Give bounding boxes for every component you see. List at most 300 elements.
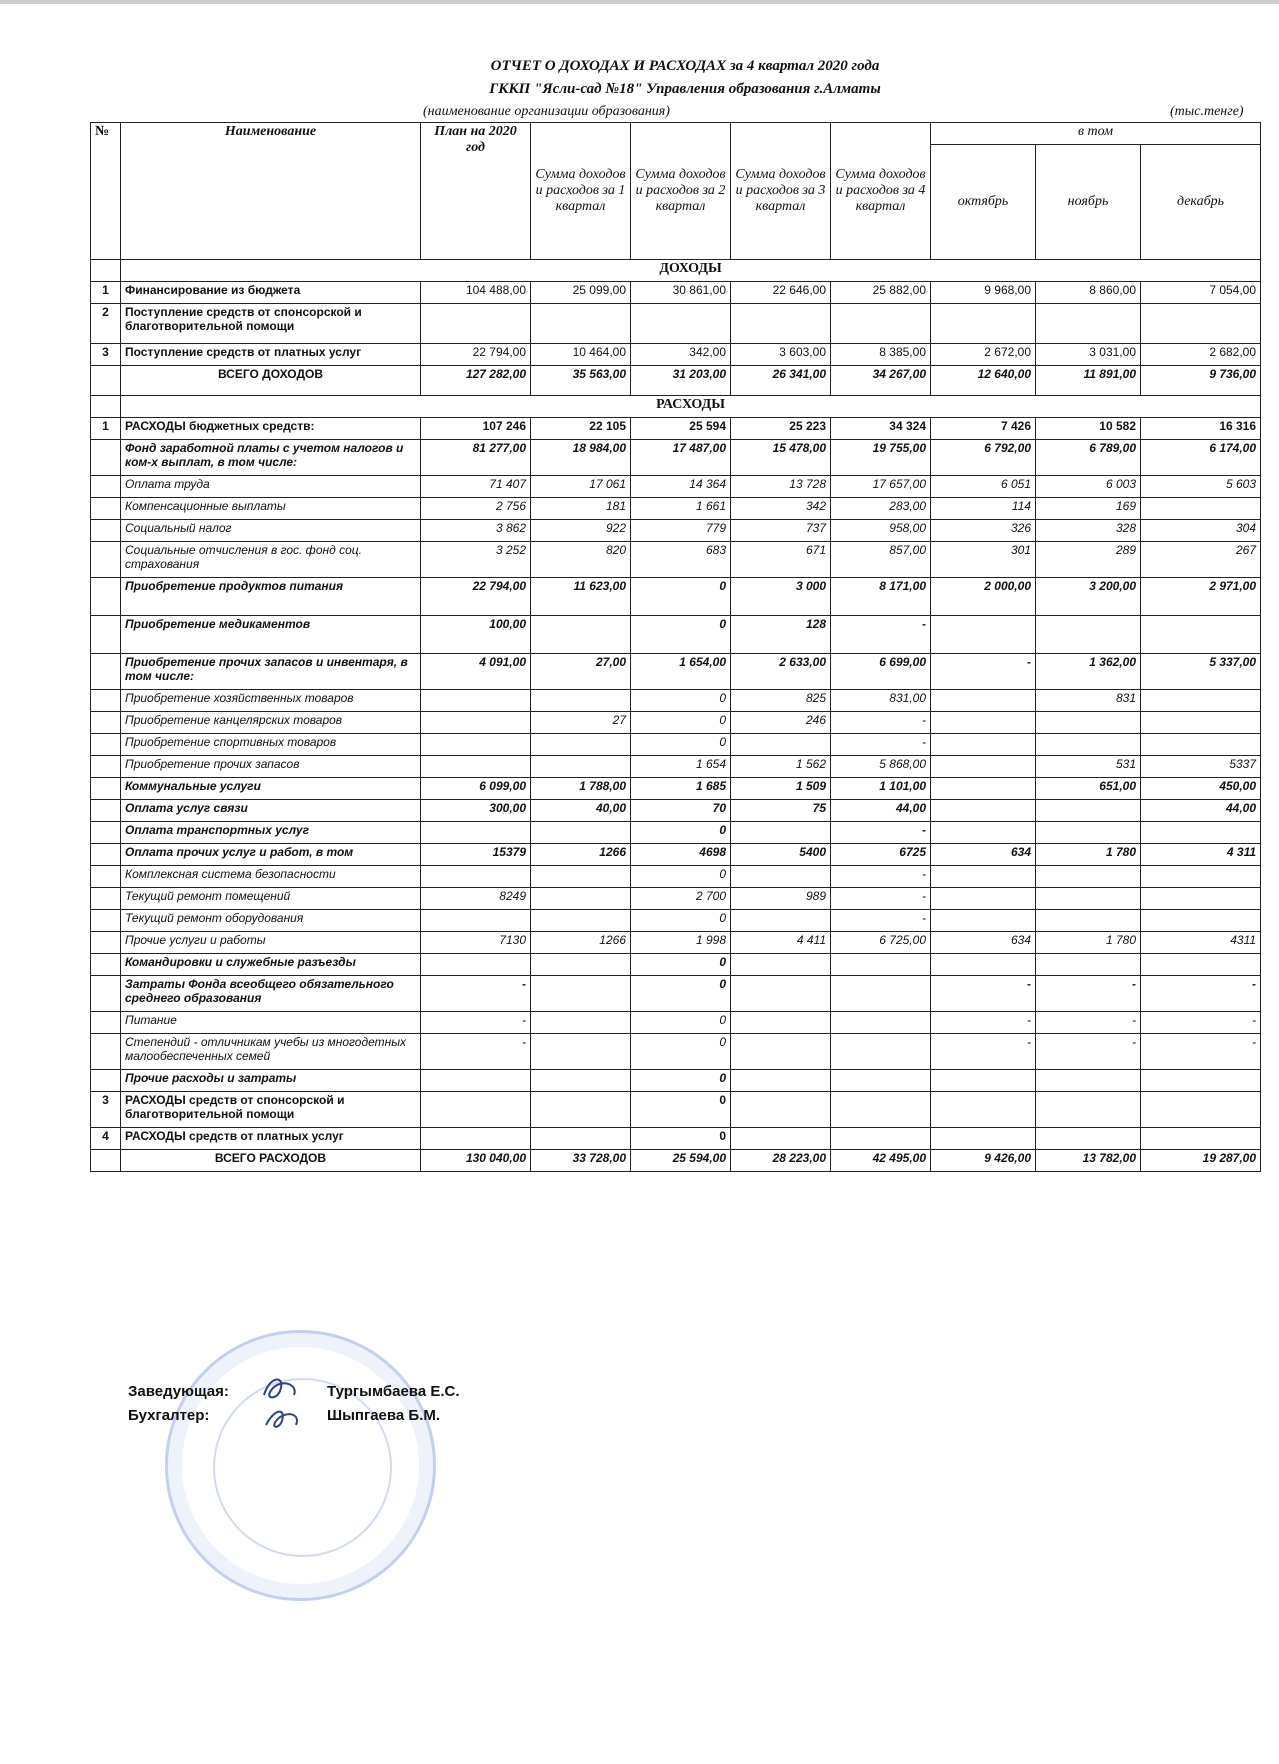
cell-oct: - <box>931 1012 1036 1034</box>
cell-dec <box>1141 866 1261 888</box>
row-name: Приобретение медикаментов <box>121 616 421 654</box>
cell-q4: - <box>831 888 931 910</box>
cell-q4: 6 699,00 <box>831 654 931 690</box>
cell-q2: 0 <box>631 822 731 844</box>
row-name: Оплата транспортных услуг <box>121 822 421 844</box>
row-name: Прочие услуги и работы <box>121 932 421 954</box>
cell-q3: 3 000 <box>731 578 831 616</box>
table-row <box>91 1150 1261 1172</box>
report-table <box>90 122 1261 1172</box>
col-name-header: Наименование <box>121 123 421 260</box>
cell-nov: 3 200,00 <box>1036 578 1141 616</box>
row-name: Коммунальные услуги <box>121 778 421 800</box>
income-section-title: ДОХОДЫ <box>121 260 1261 282</box>
cell-q4 <box>831 1128 931 1150</box>
table-row <box>91 1128 1261 1150</box>
cell-plan: 107 246 <box>421 418 531 440</box>
table-row <box>91 756 1261 778</box>
row-number <box>91 866 121 888</box>
row-number <box>91 1034 121 1070</box>
row-number <box>91 932 121 954</box>
cell-q1 <box>531 1092 631 1128</box>
cell-nov <box>1036 734 1141 756</box>
cell-q3: 15 478,00 <box>731 440 831 476</box>
cell-q1 <box>531 734 631 756</box>
cell-q4 <box>831 304 931 344</box>
table-row <box>91 888 1261 910</box>
cell-q2: 4698 <box>631 844 731 866</box>
cell-nov: 6 003 <box>1036 476 1141 498</box>
cell-q2: 0 <box>631 578 731 616</box>
units-caption: (тыс.тенге) <box>1170 104 1244 119</box>
expense-section-title: РАСХОДЫ <box>121 396 1261 418</box>
table-row <box>91 954 1261 976</box>
cell-q1 <box>531 1034 631 1070</box>
col-q1-header: Сумма доходов и расходов за 1 квартал <box>531 123 631 260</box>
cell-oct <box>931 1128 1036 1150</box>
cell-nov <box>1036 1070 1141 1092</box>
cell-oct: 2 000,00 <box>931 578 1036 616</box>
cell-q3: 3 603,00 <box>731 344 831 366</box>
cell-oct: 2 672,00 <box>931 344 1036 366</box>
cell-plan: 3 862 <box>421 520 531 542</box>
cell-q1: 181 <box>531 498 631 520</box>
cell-q2: 0 <box>631 734 731 756</box>
row-number <box>91 712 121 734</box>
table-row <box>91 822 1261 844</box>
cell-q2: 25 594 <box>631 418 731 440</box>
cell-nov <box>1036 304 1141 344</box>
cell-q1 <box>531 1128 631 1150</box>
cell-oct <box>931 910 1036 932</box>
cell-plan: 104 488,00 <box>421 282 531 304</box>
cell-q1 <box>531 616 631 654</box>
cell-dec: 267 <box>1141 542 1261 578</box>
cell-oct <box>931 822 1036 844</box>
col-oct-header: октябрь <box>931 145 1036 260</box>
cell-dec: 9 736,00 <box>1141 366 1261 396</box>
cell-q3: 246 <box>731 712 831 734</box>
table-row <box>91 542 1261 578</box>
cell-q1: 1266 <box>531 844 631 866</box>
row-number <box>91 778 121 800</box>
table-row <box>91 418 1261 440</box>
cell-nov: 6 789,00 <box>1036 440 1141 476</box>
cell-q3: 22 646,00 <box>731 282 831 304</box>
table-row <box>91 1012 1261 1034</box>
col-nov-header: ноябрь <box>1036 145 1141 260</box>
row-number: 2 <box>91 304 121 344</box>
cell-nov <box>1036 888 1141 910</box>
cell-q1: 10 464,00 <box>531 344 631 366</box>
cell-plan: 300,00 <box>421 800 531 822</box>
cell-q4: - <box>831 910 931 932</box>
cell-dec <box>1141 304 1261 344</box>
row-name: Социальные отчисления в гос. фонд соц. страхования <box>121 542 421 578</box>
head-role-label: Заведующая: <box>128 1383 229 1400</box>
cell-q3 <box>731 1070 831 1092</box>
cell-plan <box>421 1070 531 1092</box>
row-name: Оплата прочих услуг и работ, в том <box>121 844 421 866</box>
row-name: Приобретение продуктов питания <box>121 578 421 616</box>
row-name: РАСХОДЫ средств от платных услуг <box>121 1128 421 1150</box>
cell-q3: 4 411 <box>731 932 831 954</box>
cell-q4: - <box>831 822 931 844</box>
cell-q1: 18 984,00 <box>531 440 631 476</box>
cell-q4: 34 324 <box>831 418 931 440</box>
cell-q1 <box>531 690 631 712</box>
cell-q2: 0 <box>631 690 731 712</box>
table-row <box>91 344 1261 366</box>
cell-nov: 531 <box>1036 756 1141 778</box>
cell-q3: 13 728 <box>731 476 831 498</box>
cell-plan <box>421 1092 531 1128</box>
row-name: Комплексная система безопасности <box>121 866 421 888</box>
cell-q1: 17 061 <box>531 476 631 498</box>
cell-nov: 13 782,00 <box>1036 1150 1141 1172</box>
cell-plan <box>421 734 531 756</box>
cell-plan: - <box>421 976 531 1012</box>
cell-plan: 100,00 <box>421 616 531 654</box>
row-name: Приобретение прочих запасов и инвентаря, в том числе: <box>121 654 421 690</box>
cell-q2: 17 487,00 <box>631 440 731 476</box>
table-row <box>91 654 1261 690</box>
cell-oct: 12 640,00 <box>931 366 1036 396</box>
cell-oct <box>931 778 1036 800</box>
cell-nov <box>1036 1092 1141 1128</box>
cell-nov: 3 031,00 <box>1036 344 1141 366</box>
table-row <box>91 498 1261 520</box>
row-number <box>91 888 121 910</box>
cell-oct <box>931 690 1036 712</box>
cell-dec <box>1141 616 1261 654</box>
cell-plan <box>421 822 531 844</box>
cell-nov: 1 780 <box>1036 932 1141 954</box>
cell-q3 <box>731 1034 831 1070</box>
row-name: Компенсационные выплаты <box>121 498 421 520</box>
cell-dec <box>1141 690 1261 712</box>
cell-q2: 683 <box>631 542 731 578</box>
cell-oct: 7 426 <box>931 418 1036 440</box>
row-name: РАСХОДЫ бюджетных средств: <box>121 418 421 440</box>
table-row <box>91 1070 1261 1092</box>
cell-q4: 283,00 <box>831 498 931 520</box>
cell-q3: 75 <box>731 800 831 822</box>
row-number <box>91 476 121 498</box>
cell-q2: 342,00 <box>631 344 731 366</box>
cell-q3: 5400 <box>731 844 831 866</box>
table-row <box>91 440 1261 476</box>
cell-nov: - <box>1036 1012 1141 1034</box>
row-number <box>91 440 121 476</box>
cell-q2: 0 <box>631 954 731 976</box>
cell-q2: 1 654,00 <box>631 654 731 690</box>
cell-q3: 671 <box>731 542 831 578</box>
cell-nov <box>1036 822 1141 844</box>
cell-q3 <box>731 822 831 844</box>
cell-q2: 0 <box>631 866 731 888</box>
cell-dec: 450,00 <box>1141 778 1261 800</box>
cell-dec: 16 316 <box>1141 418 1261 440</box>
table-row <box>91 910 1261 932</box>
cell-plan: 71 407 <box>421 476 531 498</box>
cell-plan: 81 277,00 <box>421 440 531 476</box>
cell-oct <box>931 1092 1036 1128</box>
cell-dec <box>1141 1092 1261 1128</box>
cell-nov <box>1036 1128 1141 1150</box>
cell-oct: 634 <box>931 844 1036 866</box>
cell-oct <box>931 304 1036 344</box>
cell-q2: 1 685 <box>631 778 731 800</box>
cell-q4 <box>831 1070 931 1092</box>
cell-dec: 2 682,00 <box>1141 344 1261 366</box>
cell-nov: 289 <box>1036 542 1141 578</box>
row-number <box>91 844 121 866</box>
cell-oct <box>931 800 1036 822</box>
cell-q4 <box>831 1092 931 1128</box>
row-name: Оплата услуг связи <box>121 800 421 822</box>
report-title: ОТЧЕТ О ДОХОДАХ И РАСХОДАХ за 4 квартал 2020 года <box>490 58 880 74</box>
head-name: Тургымбаева Е.С. <box>327 1383 460 1400</box>
cell-q2 <box>631 304 731 344</box>
cell-oct <box>931 866 1036 888</box>
cell-nov: 651,00 <box>1036 778 1141 800</box>
cell-q2: 30 861,00 <box>631 282 731 304</box>
cell-q3: 342 <box>731 498 831 520</box>
cell-q2: 1 661 <box>631 498 731 520</box>
cell-q1: 27 <box>531 712 631 734</box>
cell-plan <box>421 1128 531 1150</box>
table-row <box>91 520 1261 542</box>
accountant-name: Шыпгаева Б.М. <box>327 1407 441 1424</box>
table-row <box>91 976 1261 1012</box>
row-name: Фонд заработной платы с учетом налогов и ком-х выплат, в том числе: <box>121 440 421 476</box>
col-q4-header: Сумма доходов и расходов за 4 квартал <box>831 123 931 260</box>
table-row <box>91 304 1261 344</box>
cell-dec: - <box>1141 976 1261 1012</box>
table-row <box>91 800 1261 822</box>
accountant-role-label: Бухгалтер: <box>128 1407 210 1424</box>
cell-dec: 5 603 <box>1141 476 1261 498</box>
cell-oct <box>931 954 1036 976</box>
cell-nov: 169 <box>1036 498 1141 520</box>
col-num-header: № <box>91 123 121 260</box>
cell-nov: 11 891,00 <box>1036 366 1141 396</box>
cell-q2: 0 <box>631 1012 731 1034</box>
cell-nov: - <box>1036 1034 1141 1070</box>
cell-q2: 0 <box>631 910 731 932</box>
cell-q1 <box>531 304 631 344</box>
row-number <box>91 578 121 616</box>
row-number <box>91 542 121 578</box>
cell-plan: 130 040,00 <box>421 1150 531 1172</box>
cell-q2: 2 700 <box>631 888 731 910</box>
cell-q2: 0 <box>631 976 731 1012</box>
cell-nov <box>1036 910 1141 932</box>
cell-q1 <box>531 866 631 888</box>
cell-q2: 779 <box>631 520 731 542</box>
cell-oct: - <box>931 976 1036 1012</box>
cell-q4: 831,00 <box>831 690 931 712</box>
cell-q1: 1 788,00 <box>531 778 631 800</box>
cell-oct <box>931 616 1036 654</box>
cell-q2: 70 <box>631 800 731 822</box>
row-number <box>91 1070 121 1092</box>
cell-q1: 922 <box>531 520 631 542</box>
row-name: Приобретение канцелярских товаров <box>121 712 421 734</box>
cell-oct <box>931 712 1036 734</box>
cell-q1: 11 623,00 <box>531 578 631 616</box>
row-number: 3 <box>91 344 121 366</box>
cell-q3 <box>731 866 831 888</box>
col-plan-header: План на 2020 год <box>421 123 531 260</box>
cell-oct: 6 792,00 <box>931 440 1036 476</box>
row-number: 1 <box>91 282 121 304</box>
cell-q3: 825 <box>731 690 831 712</box>
cell-plan <box>421 866 531 888</box>
cell-dec <box>1141 1070 1261 1092</box>
cell-q4: - <box>831 866 931 888</box>
cell-q3: 1 509 <box>731 778 831 800</box>
row-number <box>91 910 121 932</box>
cell-q2: 14 364 <box>631 476 731 498</box>
table-row <box>91 1092 1261 1128</box>
cell-q4 <box>831 976 931 1012</box>
cell-q3: 25 223 <box>731 418 831 440</box>
cell-nov <box>1036 616 1141 654</box>
row-number: 4 <box>91 1128 121 1150</box>
cell-q1 <box>531 1012 631 1034</box>
cell-q1: 820 <box>531 542 631 578</box>
cell-q2: 1 654 <box>631 756 731 778</box>
cell-dec: 6 174,00 <box>1141 440 1261 476</box>
cell-q2: 0 <box>631 1092 731 1128</box>
cell-q4: 34 267,00 <box>831 366 931 396</box>
cell-q2: 0 <box>631 1128 731 1150</box>
cell-q4: 8 385,00 <box>831 344 931 366</box>
cell-oct <box>931 734 1036 756</box>
row-name: Поступление средств от платных услуг <box>121 344 421 366</box>
cell-nov: 1 362,00 <box>1036 654 1141 690</box>
cell-nov: 1 780 <box>1036 844 1141 866</box>
cell-q1 <box>531 888 631 910</box>
row-name: ВСЕГО ДОХОДОВ <box>121 366 421 396</box>
cell-q1 <box>531 756 631 778</box>
cell-q3 <box>731 734 831 756</box>
cell-q2: 25 594,00 <box>631 1150 731 1172</box>
table-row <box>91 778 1261 800</box>
cell-q4: 958,00 <box>831 520 931 542</box>
cell-q2: 0 <box>631 1034 731 1070</box>
cell-oct: 9 968,00 <box>931 282 1036 304</box>
cell-q2: 0 <box>631 616 731 654</box>
cell-plan: 2 756 <box>421 498 531 520</box>
scan-top-edge <box>0 0 1279 4</box>
table-row <box>91 866 1261 888</box>
cell-dec: 5337 <box>1141 756 1261 778</box>
table-row <box>91 1034 1261 1070</box>
cell-q4: - <box>831 616 931 654</box>
cell-q1: 1266 <box>531 932 631 954</box>
table-row <box>91 578 1261 616</box>
cell-q4: 44,00 <box>831 800 931 822</box>
table-row <box>91 844 1261 866</box>
cell-q3 <box>731 1012 831 1034</box>
cell-q4: 857,00 <box>831 542 931 578</box>
cell-plan: 4 091,00 <box>421 654 531 690</box>
table-row <box>91 690 1261 712</box>
cell-q2: 0 <box>631 712 731 734</box>
cell-plan: 6 099,00 <box>421 778 531 800</box>
cell-plan: 3 252 <box>421 542 531 578</box>
row-name: Приобретение прочих запасов <box>121 756 421 778</box>
row-number <box>91 800 121 822</box>
cell-plan: - <box>421 1012 531 1034</box>
row-name: Социальный налог <box>121 520 421 542</box>
cell-nov: 831 <box>1036 690 1141 712</box>
cell-dec: 2 971,00 <box>1141 578 1261 616</box>
cell-dec: 7 054,00 <box>1141 282 1261 304</box>
cell-plan: 7130 <box>421 932 531 954</box>
cell-q4: 17 657,00 <box>831 476 931 498</box>
cell-q3 <box>731 976 831 1012</box>
row-number <box>91 1150 121 1172</box>
official-seal <box>165 1330 436 1601</box>
cell-q1: 40,00 <box>531 800 631 822</box>
cell-plan: 22 794,00 <box>421 578 531 616</box>
row-name: Поступление средств от спонсорской и благотворительной помощи <box>121 304 421 344</box>
organization-caption: (наименование организации образования) <box>423 104 670 119</box>
row-name: Питание <box>121 1012 421 1034</box>
cell-q2: 1 998 <box>631 932 731 954</box>
cell-q4: 19 755,00 <box>831 440 931 476</box>
cell-oct: - <box>931 654 1036 690</box>
row-number: 1 <box>91 418 121 440</box>
row-number <box>91 1012 121 1034</box>
cell-oct <box>931 888 1036 910</box>
cell-plan <box>421 712 531 734</box>
cell-oct: 9 426,00 <box>931 1150 1036 1172</box>
cell-dec <box>1141 822 1261 844</box>
cell-dec: - <box>1141 1034 1261 1070</box>
cell-q4: 1 101,00 <box>831 778 931 800</box>
col-month-group-header: в том <box>931 123 1261 145</box>
cell-dec: 5 337,00 <box>1141 654 1261 690</box>
row-name: Степендий - отличникам учебы из многодетных малообеспеченных семей <box>121 1034 421 1070</box>
cell-q4: 42 495,00 <box>831 1150 931 1172</box>
row-name: Приобретение спортивных товаров <box>121 734 421 756</box>
cell-plan: - <box>421 1034 531 1070</box>
cell-nov <box>1036 800 1141 822</box>
table-row <box>91 366 1261 396</box>
cell-nov <box>1036 712 1141 734</box>
cell-q1 <box>531 1070 631 1092</box>
cell-q1: 27,00 <box>531 654 631 690</box>
cell-q1: 35 563,00 <box>531 366 631 396</box>
cell-q1 <box>531 822 631 844</box>
row-name: Финансирование из бюджета <box>121 282 421 304</box>
row-number <box>91 734 121 756</box>
cell-nov: - <box>1036 976 1141 1012</box>
cell-nov: 8 860,00 <box>1036 282 1141 304</box>
cell-plan: 127 282,00 <box>421 366 531 396</box>
row-name: РАСХОДЫ средств от спонсорской и благотворительной помощи <box>121 1092 421 1128</box>
cell-q1 <box>531 954 631 976</box>
cell-oct: 114 <box>931 498 1036 520</box>
row-name: Текущий ремонт оборудования <box>121 910 421 932</box>
row-number <box>91 976 121 1012</box>
row-name: Оплата труда <box>121 476 421 498</box>
